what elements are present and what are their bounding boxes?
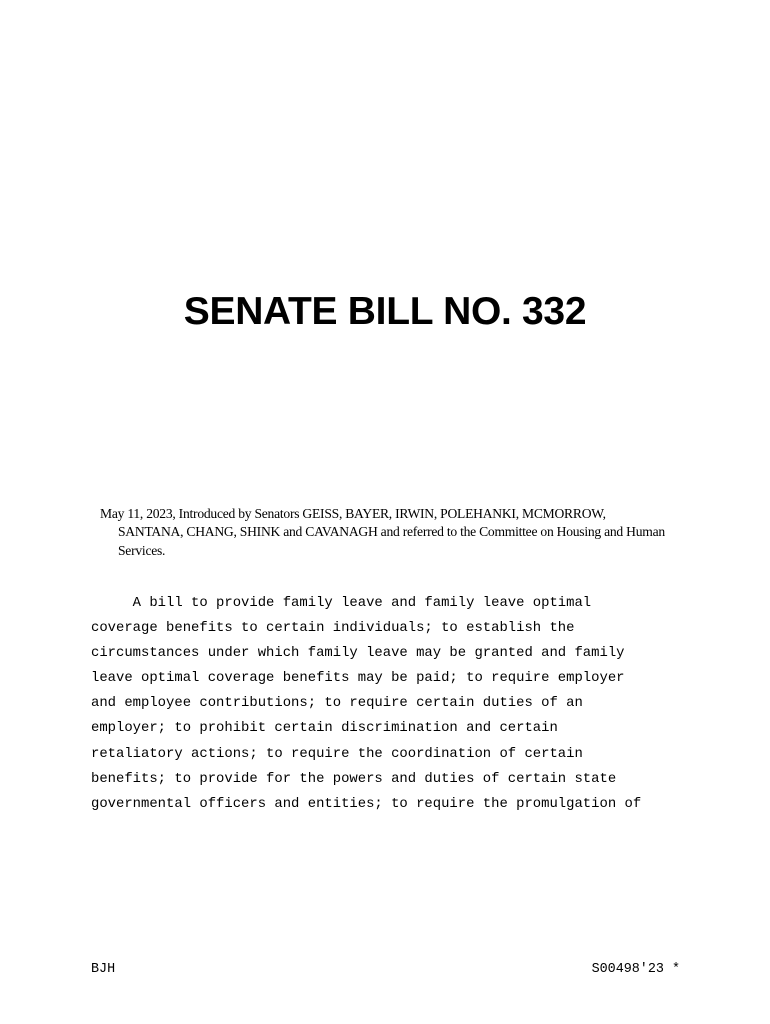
body-line: benefits; to provide for the powers and duties of certain state (91, 770, 617, 787)
bill-title: SENATE BILL NO. 332 (183, 290, 587, 333)
body-line: governmental officers and entities; to require the promulgation of (91, 795, 642, 812)
footer-drafter-initials: BJH (91, 962, 116, 977)
body-line: coverage benefits to certain individuals; to establish the (91, 620, 575, 637)
body-line: retaliatory actions; to require the coordination of certain (91, 745, 583, 762)
body-line: leave optimal coverage benefits may be paid; to require employer (91, 670, 625, 687)
body-line: employer; to prohibit certain discrimination and certain (91, 720, 558, 737)
body-line: circumstances under which family leave may be granted and family (91, 645, 625, 662)
body-line: A bill to provide family leave and family leave optimal (91, 595, 592, 611)
footer-document-code: S00498'23 * (591, 962, 680, 977)
introduction-paragraph: May 11, 2023, Introduced by Senators GEISS, BAYER, IRWIN, POLEHANKI, MCMORROW, SANTANA, CHANG, SHINK and CAVANAGH and referred to the Committee on Housing and Human Services. (100, 506, 665, 558)
body-line: and employee contributions; to require certain duties of an (91, 695, 583, 712)
bill-body-text (91, 591, 683, 817)
